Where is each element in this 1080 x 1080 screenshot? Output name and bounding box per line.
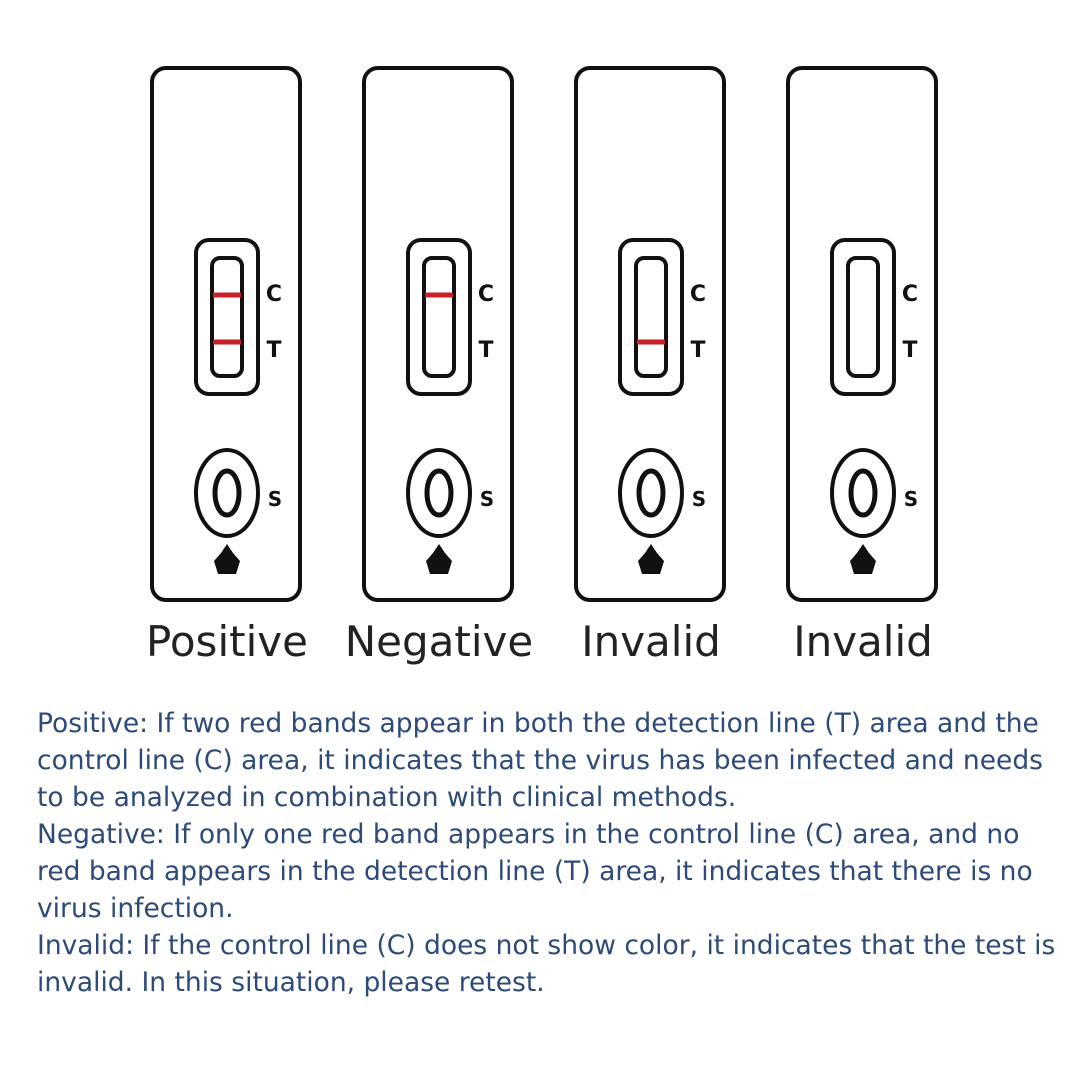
- result-label-invalid-2: Invalid: [793, 617, 933, 666]
- result-label-invalid-1: Invalid: [581, 617, 721, 666]
- sample-well-inner: [427, 471, 451, 515]
- test-mark: T: [266, 338, 282, 363]
- test-cassette: [152, 68, 300, 600]
- explanation-negative: Negative: If only one red band appears in the control line (C) area, and no red band appears in the detection line (T) area, it indicates that there is no virus infection.: [37, 819, 1033, 924]
- sample-mark: S: [267, 487, 283, 511]
- test-cassette: [364, 68, 512, 600]
- result-strip: [848, 258, 878, 376]
- control-mark: C: [477, 282, 495, 307]
- result-strip: [424, 258, 454, 376]
- explanation-invalid: Invalid: If the control line (C) does not show color, it indicates that the test is invalid. In this situation, please retest.: [37, 930, 1056, 998]
- control-mark: C: [901, 282, 919, 307]
- result-label-negative: Negative: [344, 617, 534, 666]
- sample-well-inner: [215, 471, 239, 515]
- control-mark: C: [265, 282, 283, 307]
- result-explanation: [37, 705, 1067, 1001]
- sample-mark: S: [691, 487, 707, 511]
- sample-well-inner: [639, 471, 663, 515]
- explanation-positive: Positive: If two red bands appear in both the detection line (T) area and the control line (C) area, it indicates that the virus has been infected and needs to be analyzed in combination with clinical methods.: [37, 708, 1043, 813]
- test-mark: T: [690, 338, 706, 363]
- test-cassette: [788, 68, 936, 600]
- sample-mark: S: [479, 487, 495, 511]
- sample-mark: S: [903, 487, 919, 511]
- test-mark: T: [478, 338, 494, 363]
- result-label-positive: Positive: [146, 617, 308, 666]
- result-strip: [212, 258, 242, 376]
- test-mark: T: [902, 338, 918, 363]
- sample-well-inner: [851, 471, 875, 515]
- control-mark: C: [689, 282, 707, 307]
- test-cassette: [576, 68, 724, 600]
- result-strip: [636, 258, 666, 376]
